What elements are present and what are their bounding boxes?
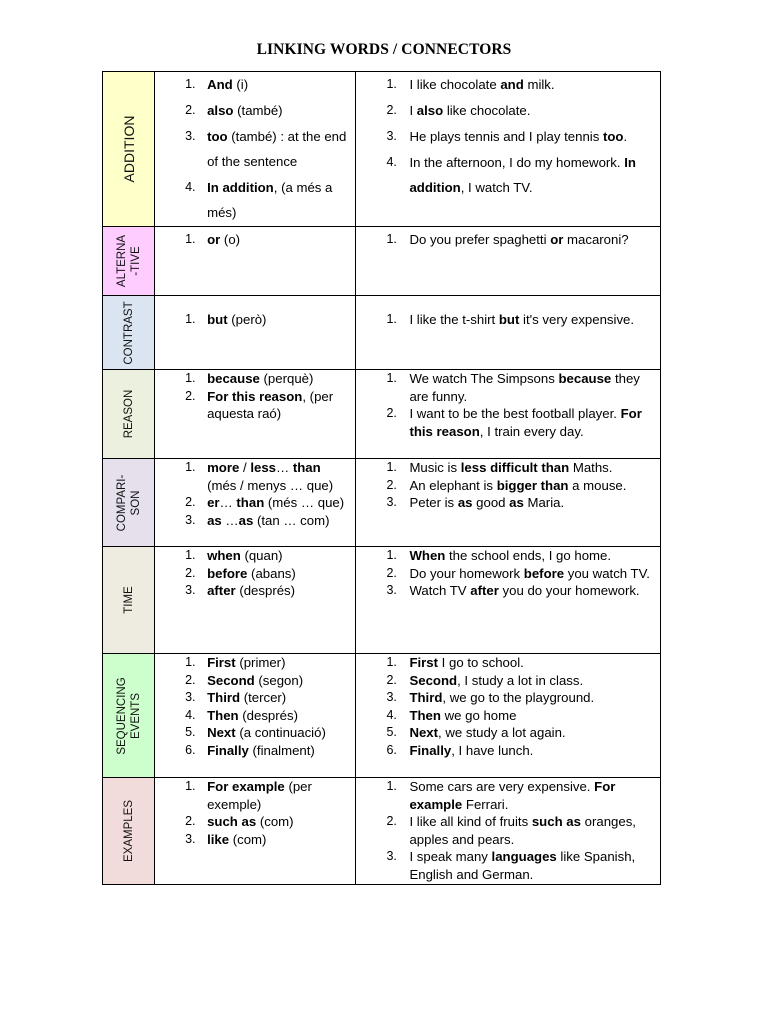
keyword-text: Second <box>207 672 255 688</box>
plain-text: (a continuació) <box>235 725 326 741</box>
item-number: 1. <box>185 312 196 326</box>
table-row <box>103 778 661 885</box>
connectors-cell <box>155 547 356 654</box>
plain-text: (o) <box>220 232 241 247</box>
plain-text: the school ends, I go home. <box>445 548 612 563</box>
category-label: REASON <box>122 389 135 439</box>
list-item <box>356 582 660 600</box>
plain-text: (més / menys … que) <box>207 477 334 493</box>
plain-text: … <box>276 460 293 475</box>
keyword-text: also <box>207 103 234 118</box>
category-cell <box>103 72 155 227</box>
keyword-text: less difficult than <box>460 460 570 475</box>
list-item <box>356 689 660 707</box>
keyword-text: or <box>550 232 564 247</box>
plain-text: you watch TV. <box>564 565 650 581</box>
item-number: 1. <box>386 232 397 246</box>
plain-text: (quan) <box>240 548 283 563</box>
plain-text: Peter is <box>409 495 458 511</box>
plain-text: (abans) <box>247 565 296 581</box>
category-cell <box>103 227 155 296</box>
item-number: 2. <box>185 495 196 510</box>
list-item <box>155 72 355 97</box>
keyword-text: For this reason <box>409 406 642 439</box>
connectors-table <box>102 71 661 885</box>
category-cell <box>103 778 155 885</box>
examples-cell <box>356 296 661 370</box>
plain-text: (més … que) <box>264 495 345 511</box>
plain-text: (també) <box>233 103 283 118</box>
list-item <box>155 512 355 530</box>
plain-text: , (per aquesta raó) <box>207 388 334 422</box>
plain-text: , (a més a més) <box>207 180 333 220</box>
keyword-text: but <box>207 312 228 327</box>
plain-text: , I study a lot in class. <box>457 672 584 688</box>
item-number: 2. <box>185 565 196 580</box>
plain-text: Some cars are very expensive. <box>409 779 595 794</box>
list-item <box>356 227 660 252</box>
list-item <box>155 124 355 174</box>
plain-text: (després) <box>238 707 298 723</box>
item-number: 3. <box>386 690 397 705</box>
keyword-text: after <box>470 583 499 599</box>
list-item <box>356 565 660 583</box>
page-title: LINKING WORDS / CONNECTORS <box>256 41 512 58</box>
item-number: 3. <box>386 849 397 864</box>
list-item <box>155 672 355 690</box>
plain-text: I like the t-shirt <box>409 312 499 327</box>
plain-text: / <box>239 460 251 475</box>
plain-text: , I train every day. <box>479 423 584 439</box>
plain-text: (però) <box>227 312 267 327</box>
keyword-text: Then <box>207 707 239 723</box>
category-label: CONTRAST <box>122 300 135 365</box>
plain-text: (primer) <box>235 655 286 670</box>
category-cell <box>103 296 155 370</box>
list-item <box>155 98 355 123</box>
item-number: 1. <box>185 779 196 793</box>
connectors-cell <box>155 459 356 547</box>
plain-text: (segon) <box>254 672 304 688</box>
category-label: ADDITION <box>120 115 137 183</box>
category-label: COMPARI- SON <box>115 474 142 531</box>
plain-text: , I watch TV. <box>460 180 533 195</box>
item-number: 1. <box>386 77 397 91</box>
list-item <box>356 124 660 149</box>
list-item <box>356 150 660 200</box>
table-row <box>103 370 661 459</box>
item-number: 3. <box>386 583 397 598</box>
plain-text: (per exemple) <box>207 779 312 812</box>
examples-cell <box>356 654 661 778</box>
keyword-text: Next <box>409 725 439 741</box>
keyword-text: or <box>207 232 221 247</box>
item-number: 1. <box>386 460 397 474</box>
keyword-text: more <box>207 460 240 475</box>
plain-text: … <box>221 512 239 528</box>
item-number: 6. <box>386 742 397 757</box>
item-number: 1. <box>386 655 397 669</box>
plain-text: Maria. <box>523 495 565 511</box>
list-item <box>356 654 660 672</box>
item-number: 3. <box>185 583 196 598</box>
plain-text: you do your homework. <box>498 583 640 599</box>
plain-text: (tercer) <box>240 690 287 706</box>
plain-text: (també) : at the end of the sentence <box>207 129 347 169</box>
plain-text: we go home <box>440 707 517 723</box>
list-item <box>155 227 355 252</box>
plain-text: (perquè) <box>259 371 314 386</box>
plain-text: good <box>472 495 510 511</box>
list-item <box>155 175 355 225</box>
item-number: 3. <box>185 512 196 527</box>
list-item <box>155 459 355 494</box>
keyword-text: First <box>207 655 236 670</box>
item-number: 3. <box>386 495 397 510</box>
plain-text: I go to school. <box>438 655 524 670</box>
list-item <box>155 582 355 600</box>
item-number: 3. <box>185 831 196 846</box>
item-number: 5. <box>185 725 196 740</box>
keyword-text: In addition <box>409 155 636 195</box>
plain-text: milk. <box>523 77 555 92</box>
keyword-text: bigger than <box>496 477 569 493</box>
examples-cell <box>356 72 661 227</box>
keyword-text: because <box>207 371 260 386</box>
item-number: 1. <box>386 779 397 793</box>
plain-text: (finalment) <box>248 742 315 758</box>
connectors-cell <box>155 72 356 227</box>
list-item <box>155 547 355 565</box>
keyword-text: Third <box>207 690 241 706</box>
keyword-text: when <box>207 548 241 563</box>
plain-text: (com) <box>229 831 267 847</box>
category-cell <box>103 547 155 654</box>
plain-text: Music is <box>409 460 461 475</box>
plain-text: He plays tennis and I play tennis <box>409 129 603 144</box>
item-number: 4. <box>185 707 196 722</box>
keyword-text: Second <box>409 672 458 688</box>
list-item <box>356 494 660 512</box>
keyword-text: When <box>409 548 446 563</box>
list-item <box>155 388 355 423</box>
keyword-text: too <box>602 129 624 144</box>
list-item <box>155 813 355 831</box>
plain-text: . <box>623 129 628 144</box>
keyword-text: as <box>457 495 473 511</box>
list-item <box>155 724 355 742</box>
list-item <box>356 848 660 883</box>
item-number: 1. <box>386 548 397 562</box>
keyword-text: For example <box>409 779 616 812</box>
category-cell <box>103 459 155 547</box>
plain-text: I speak many <box>409 849 492 865</box>
plain-text: Maths. <box>569 460 613 475</box>
keyword-text: as <box>238 512 254 528</box>
keyword-text: For this reason <box>207 388 303 404</box>
keyword-text: than <box>236 495 265 511</box>
item-number: 2. <box>185 103 196 117</box>
list-item <box>356 707 660 725</box>
item-number: 2. <box>386 565 397 580</box>
keyword-text: And <box>207 77 233 92</box>
plain-text: Do your homework <box>409 565 524 581</box>
list-item <box>155 742 355 760</box>
keyword-text: and <box>500 77 524 92</box>
item-number: 2. <box>386 672 397 687</box>
keyword-text: after <box>207 583 236 599</box>
plain-text: macaroni? <box>563 232 629 247</box>
category-label: ALTERNA -TIVE <box>115 234 142 288</box>
item-number: 3. <box>386 129 397 143</box>
item-number: 1. <box>185 77 196 91</box>
keyword-text: too <box>207 129 228 144</box>
table-row <box>103 654 661 778</box>
keyword-text: Finally <box>409 742 452 758</box>
examples-cell <box>356 459 661 547</box>
list-item <box>155 831 355 849</box>
list-item <box>356 742 660 760</box>
list-item <box>356 98 660 123</box>
keyword-text: languages <box>491 849 557 865</box>
item-number: 2. <box>386 814 397 829</box>
plain-text: a mouse. <box>568 477 627 493</box>
item-number: 2. <box>185 672 196 687</box>
list-item <box>356 307 660 332</box>
item-number: 3. <box>185 129 196 143</box>
list-item <box>356 459 660 477</box>
item-number: 1. <box>185 371 196 385</box>
plain-text: , we go to the playground. <box>442 690 595 706</box>
keyword-text: Next <box>207 725 236 741</box>
examples-cell <box>356 227 661 296</box>
item-number: 1. <box>185 460 196 474</box>
plain-text: I like chocolate <box>409 77 501 92</box>
keyword-text: as <box>207 512 222 528</box>
list-item <box>155 494 355 512</box>
plain-text: Do you prefer spaghetti <box>409 232 551 247</box>
plain-text: I <box>409 103 417 118</box>
plain-text: (tan … com) <box>253 512 330 528</box>
keyword-text: such as <box>531 814 581 830</box>
keyword-text: Then <box>409 707 441 723</box>
plain-text: , we study a lot again. <box>438 725 566 741</box>
category-label: SEQUENCING EVENTS <box>115 676 142 755</box>
examples-cell <box>356 547 661 654</box>
table-row <box>103 547 661 654</box>
table-row <box>103 72 661 227</box>
plain-text: I like all kind of fruits <box>409 814 532 830</box>
item-number: 2. <box>185 388 196 403</box>
list-item <box>356 405 660 440</box>
item-number: 2. <box>386 103 397 117</box>
connectors-cell <box>155 778 356 885</box>
item-number: 4. <box>386 707 397 722</box>
plain-text: Ferrari. <box>462 796 509 812</box>
item-number: 1. <box>185 655 196 669</box>
keyword-text: In addition <box>207 180 274 195</box>
plain-text: oranges, apples and pears. <box>409 814 636 847</box>
list-item <box>356 72 660 97</box>
list-item <box>356 724 660 742</box>
list-item <box>155 689 355 707</box>
plain-text: I want to be the best football player. <box>409 406 621 422</box>
list-item <box>356 778 660 813</box>
plain-text: Watch TV <box>409 583 471 599</box>
item-number: 1. <box>386 312 397 326</box>
plain-text: like Spanish, English and German. <box>409 849 636 882</box>
keyword-text: For example <box>207 779 285 794</box>
list-item <box>356 672 660 690</box>
item-number: 1. <box>185 232 196 246</box>
plain-text: like chocolate. <box>443 103 531 118</box>
plain-text: they are funny. <box>409 371 640 404</box>
list-item <box>155 654 355 672</box>
list-item <box>155 370 355 388</box>
keyword-text: also <box>416 103 444 118</box>
keyword-text: because <box>558 371 612 386</box>
keyword-text: like <box>207 831 230 847</box>
keyword-text: before <box>207 565 248 581</box>
list-item <box>356 477 660 495</box>
keyword-text: but <box>498 312 520 327</box>
plain-text: An elephant is <box>409 477 497 493</box>
item-number: 6. <box>185 742 196 757</box>
keyword-text: er <box>207 495 220 511</box>
list-item <box>155 707 355 725</box>
category-label: EXAMPLES <box>122 800 135 862</box>
category-cell <box>103 370 155 459</box>
item-number: 2. <box>185 814 196 829</box>
plain-text: In the afternoon, I do my homework. <box>409 155 625 170</box>
list-item <box>155 307 355 332</box>
plain-text: We watch The Simpsons <box>409 371 559 386</box>
table-row <box>103 296 661 370</box>
keyword-text: as <box>509 495 524 511</box>
connectors-cell <box>155 296 356 370</box>
list-item <box>356 370 660 405</box>
plain-text: (i) <box>232 77 249 92</box>
table-row <box>103 227 661 296</box>
plain-text: … <box>219 495 237 511</box>
connectors-cell <box>155 654 356 778</box>
examples-cell <box>356 370 661 459</box>
item-number: 3. <box>185 690 196 705</box>
item-number: 2. <box>386 477 397 492</box>
plain-text: , I have lunch. <box>451 742 534 758</box>
item-number: 1. <box>386 371 397 385</box>
category-label: TIME <box>122 586 135 614</box>
list-item <box>155 778 355 813</box>
list-item <box>356 547 660 565</box>
plain-text: (després) <box>235 583 296 599</box>
list-item <box>356 813 660 848</box>
category-cell <box>103 654 155 778</box>
plain-text: it's very expensive. <box>519 312 635 327</box>
keyword-text: Third <box>409 690 443 706</box>
item-number: 5. <box>386 725 397 740</box>
keyword-text: Finally <box>207 742 249 758</box>
keyword-text: First <box>409 655 439 670</box>
plain-text: (com) <box>256 814 294 830</box>
table-row <box>103 459 661 547</box>
item-number: 4. <box>386 155 397 169</box>
connectors-cell <box>155 370 356 459</box>
item-number: 1. <box>185 548 196 562</box>
keyword-text: such as <box>207 814 257 830</box>
connectors-cell <box>155 227 356 296</box>
keyword-text: than <box>292 460 321 475</box>
examples-cell <box>356 778 661 885</box>
list-item <box>155 565 355 583</box>
keyword-text: less <box>250 460 276 475</box>
keyword-text: before <box>523 565 565 581</box>
item-number: 4. <box>185 180 196 194</box>
item-number: 2. <box>386 406 397 421</box>
